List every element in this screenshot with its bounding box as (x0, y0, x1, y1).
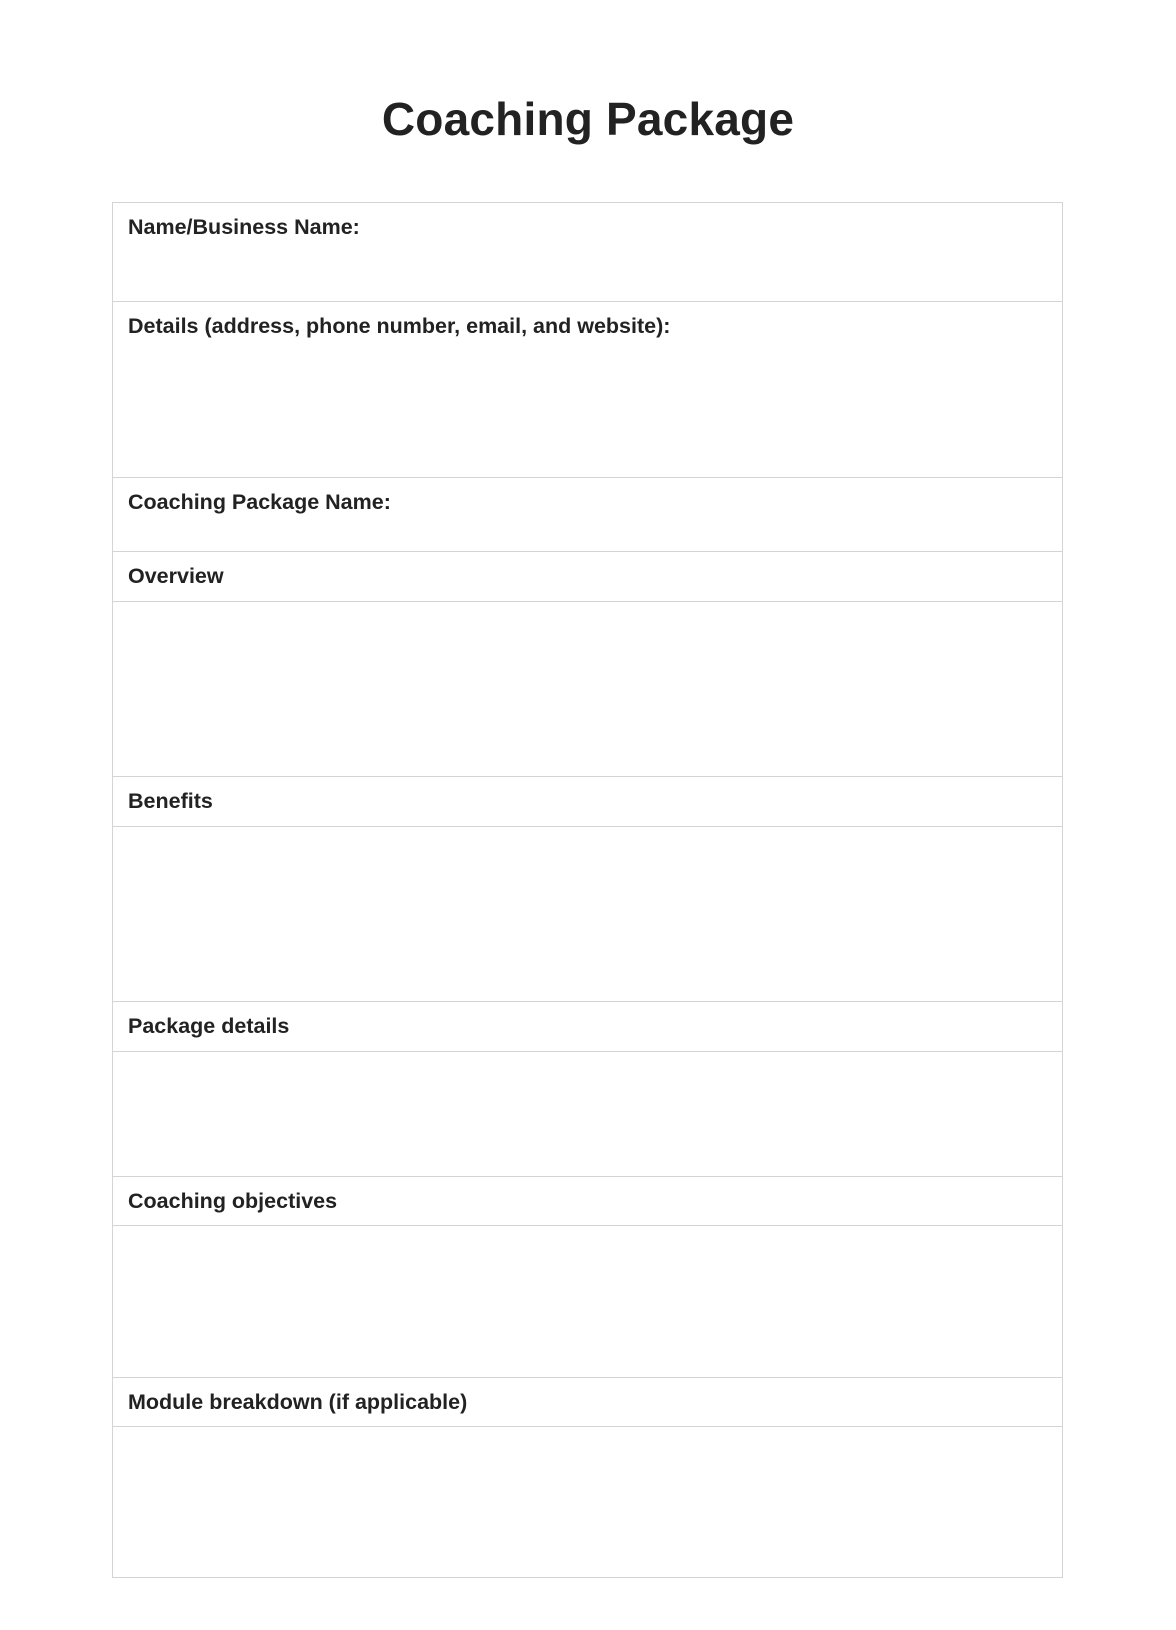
coaching-objectives-label: Coaching objectives (128, 1189, 338, 1213)
package-name-row[interactable] (113, 478, 1062, 552)
package-details-header (113, 1002, 1062, 1052)
overview-header (113, 552, 1062, 602)
package-name-label: Coaching Package Name: (128, 490, 391, 514)
coaching-objectives-header (113, 1177, 1062, 1226)
coaching-package-form (112, 202, 1063, 1578)
module-breakdown-content-area[interactable] (113, 1427, 1062, 1577)
name-business-label: Name/Business Name: (128, 215, 360, 239)
overview-label: Overview (128, 564, 224, 588)
module-breakdown-header (113, 1378, 1062, 1427)
benefits-content-area[interactable] (113, 827, 1062, 1002)
details-label: Details (address, phone number, email, and website): (128, 314, 671, 338)
details-row[interactable] (113, 302, 1062, 478)
benefits-header (113, 777, 1062, 827)
name-business-row[interactable] (113, 203, 1062, 302)
benefits-label: Benefits (128, 789, 213, 813)
package-details-content-area[interactable] (113, 1052, 1062, 1177)
page-title: Coaching Package (381, 93, 795, 145)
package-details-label: Package details (128, 1014, 290, 1038)
module-breakdown-label: Module breakdown (if applicable) (128, 1390, 468, 1414)
coaching-objectives-content-area[interactable] (113, 1226, 1062, 1378)
overview-content-area[interactable] (113, 602, 1062, 777)
